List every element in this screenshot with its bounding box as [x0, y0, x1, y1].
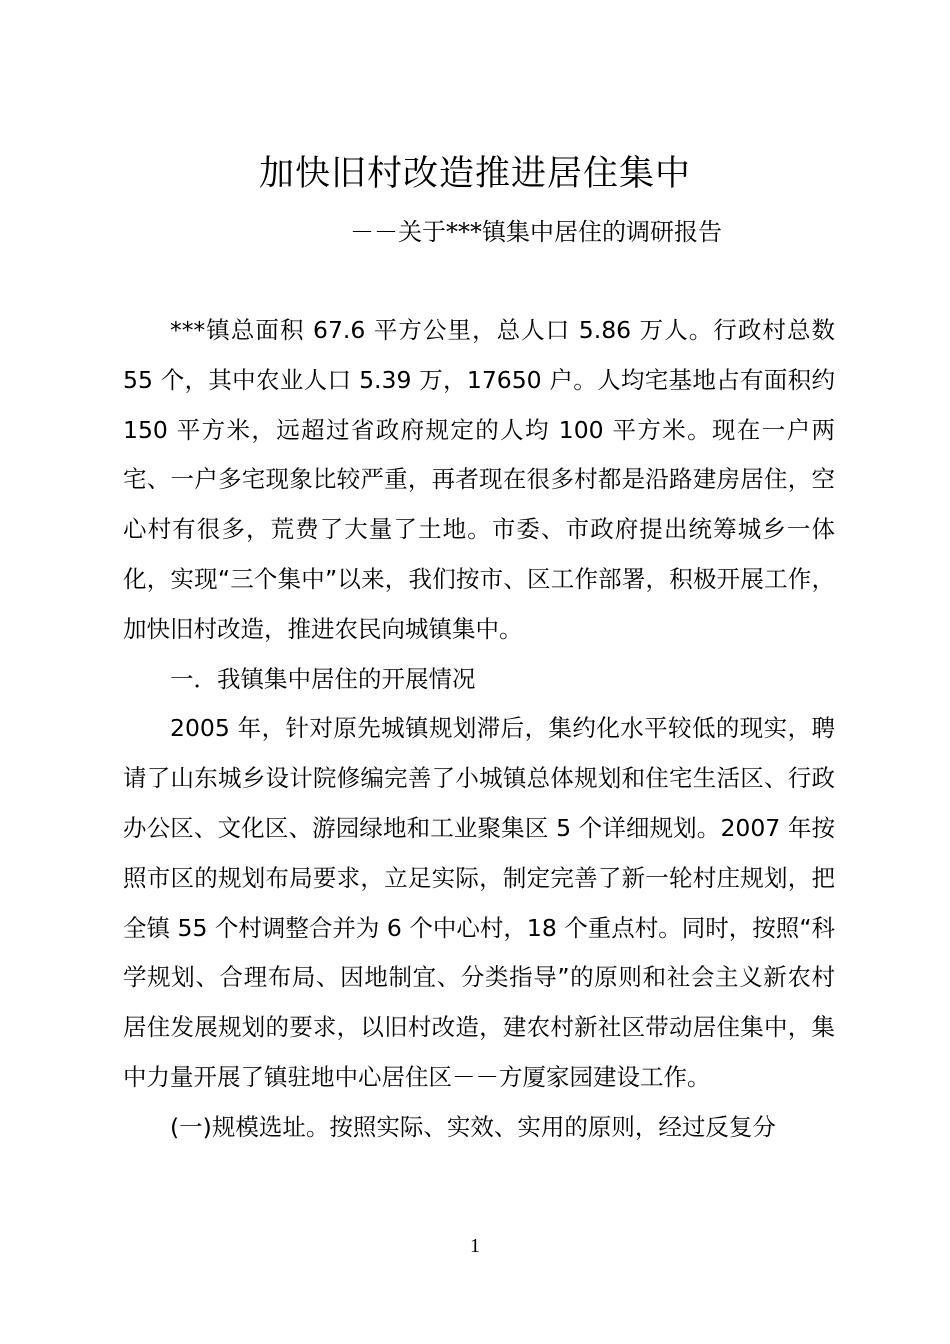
subsection-paragraph: (一)规模选址。按照实际、实效、实用的原则，经过反复分 — [170, 1112, 776, 1141]
page-number: 1 — [470, 1235, 480, 1257]
document-title: 加快旧村改造推进居住集中 — [258, 154, 691, 194]
section-heading: 一．我镇集中居住的开展情况 — [170, 664, 476, 693]
document-body — [123, 306, 835, 1153]
intro-paragraph: ***镇总面积 67.6 平方公里，总人口 5.86 万人。行政村总数 55 个，其中农业人口 5.39 万，17650 户。人均宅基地占有面积约 150 平方米，远超过省政府规定的人均 100 平方米。现在一户两宅、一户多宅现象比较严重，再者现在很多村都是沿路建房居住，空心村有很多，荒费了大量了土地。市委、市政府提出统筹城乡一体化，实现“三个集中”以来，我们按市、区工作部署，积极开展工作，加快旧村改造，推进农民向城镇集中。 — [123, 316, 835, 643]
document-subtitle: －－关于***镇集中居住的调研报告 — [350, 218, 722, 246]
section-paragraph: 2005 年，针对原先城镇规划滞后，集约化水平较低的现实，聘请了山东城乡设计院修编完善了小城镇总体规划和住宅生活区、行政办公区、文化区、游园绿地和工业聚集区 5 个详细规划。2007 年按照市区的规划布局要求，立足实际，制定完善了新一轮村庄规划，把全镇 55 个村调整合并为 6 个中心村，18 个重点村。同时，按照“科学规划、合理布局、因地制宜、分类指导”的原则和社会主义新农村居住发展规划的要求，以旧村改造，建农村新社区带动居住集中，集中力量开展了镇驻地中心居住区－－方厦家园建设工作。 — [123, 714, 835, 1091]
